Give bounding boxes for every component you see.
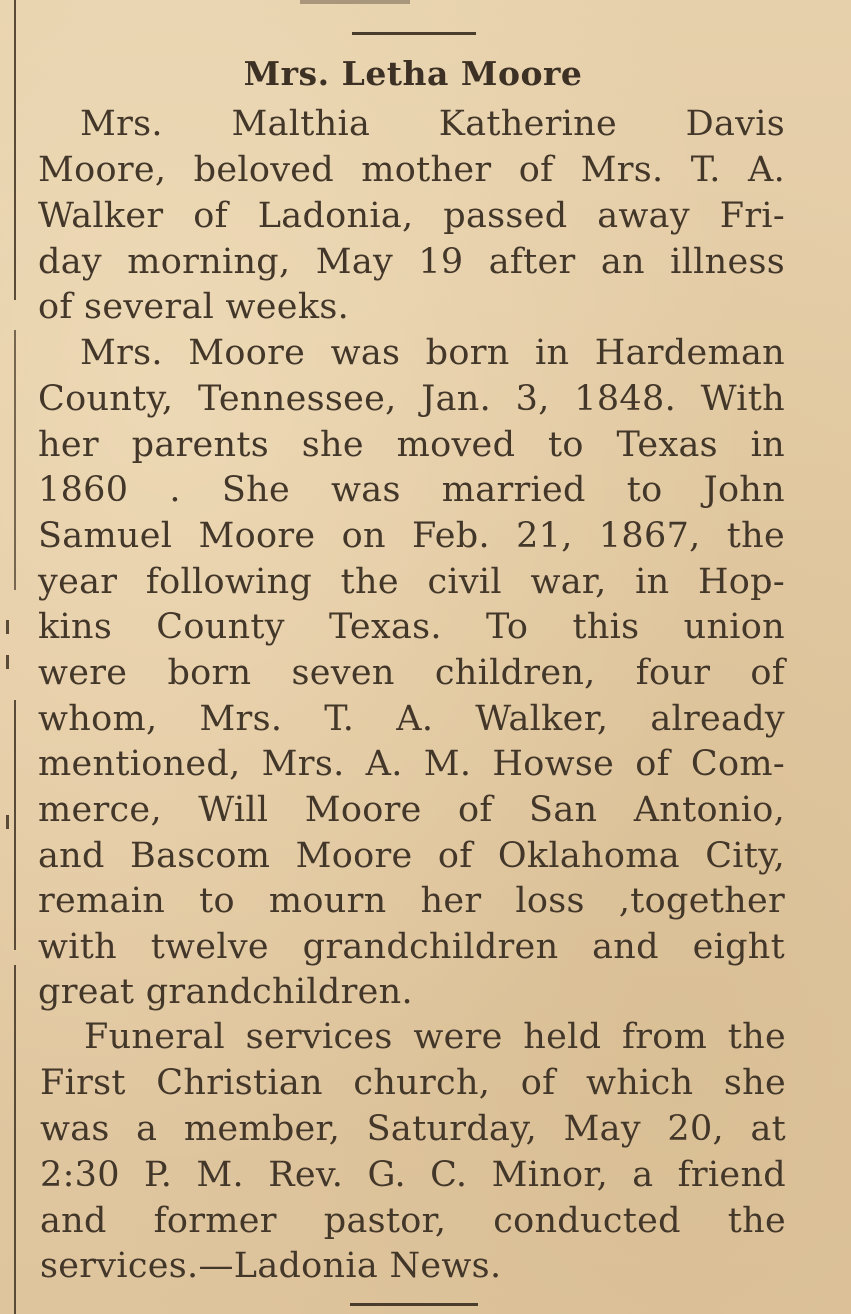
article-line: merce, Will Moore of San Antonio,: [38, 790, 785, 830]
article-line: whom, Mrs. T. A. Walker, already: [38, 699, 785, 739]
column-rule: [14, 965, 16, 1314]
article-line: 2:30 P. M. Rev. G. C. Minor, a friend: [40, 1155, 786, 1195]
article-line: Funeral services were held from the: [84, 1017, 786, 1057]
top-separator-rule: [352, 32, 476, 35]
article-line: mentioned, Mrs. A. M. Howse of Com-: [38, 744, 785, 784]
article-line: Moore, beloved mother of Mrs. T. A.: [38, 150, 785, 190]
article-line: with twelve grandchildren and eight: [38, 927, 785, 967]
article-line: remain to mourn her loss ,together: [38, 881, 785, 921]
article-headline: Mrs. Letha Moore: [243, 54, 583, 93]
column-rule-fragment: [6, 655, 9, 669]
column-rule: [14, 0, 16, 300]
article-line: First Christian church, of which she: [40, 1063, 786, 1103]
column-rule-fragment: [6, 815, 9, 829]
article-line: Walker of Ladonia, passed away Fri-: [38, 196, 785, 236]
bottom-separator-rule: [350, 1303, 478, 1306]
article-line: services.—Ladonia News.: [40, 1246, 502, 1286]
article-line: great grandchildren.: [38, 972, 413, 1012]
column-rule-fragment: [6, 620, 9, 634]
article-line: kins County Texas. To this union: [38, 607, 785, 647]
article-line: and former pastor, conducted the: [40, 1201, 786, 1241]
column-rule: [14, 700, 16, 950]
article-line: Samuel Moore on Feb. 21, 1867, the: [38, 516, 785, 556]
article-line: year following the civil war, in Hop-: [38, 562, 785, 602]
article-line: and Bascom Moore of Oklahoma City,: [38, 836, 785, 876]
previous-article-edge: [300, 0, 410, 4]
article-line: 1860 . She was married to John: [38, 470, 785, 510]
article-line: Mrs. Moore was born in Hardeman: [80, 333, 785, 373]
article-line: of several weeks.: [38, 287, 350, 327]
article-line: her parents she moved to Texas in: [38, 425, 785, 465]
article-line: Mrs. Malthia Katherine Davis: [80, 104, 785, 144]
column-rule: [14, 330, 16, 590]
article-line: were born seven children, four of: [38, 653, 785, 693]
article-line: was a member, Saturday, May 20, at: [40, 1109, 786, 1149]
article-line: County, Tennessee, Jan. 3, 1848. With: [38, 379, 785, 419]
article-line: day morning, May 19 after an illness: [38, 242, 785, 282]
